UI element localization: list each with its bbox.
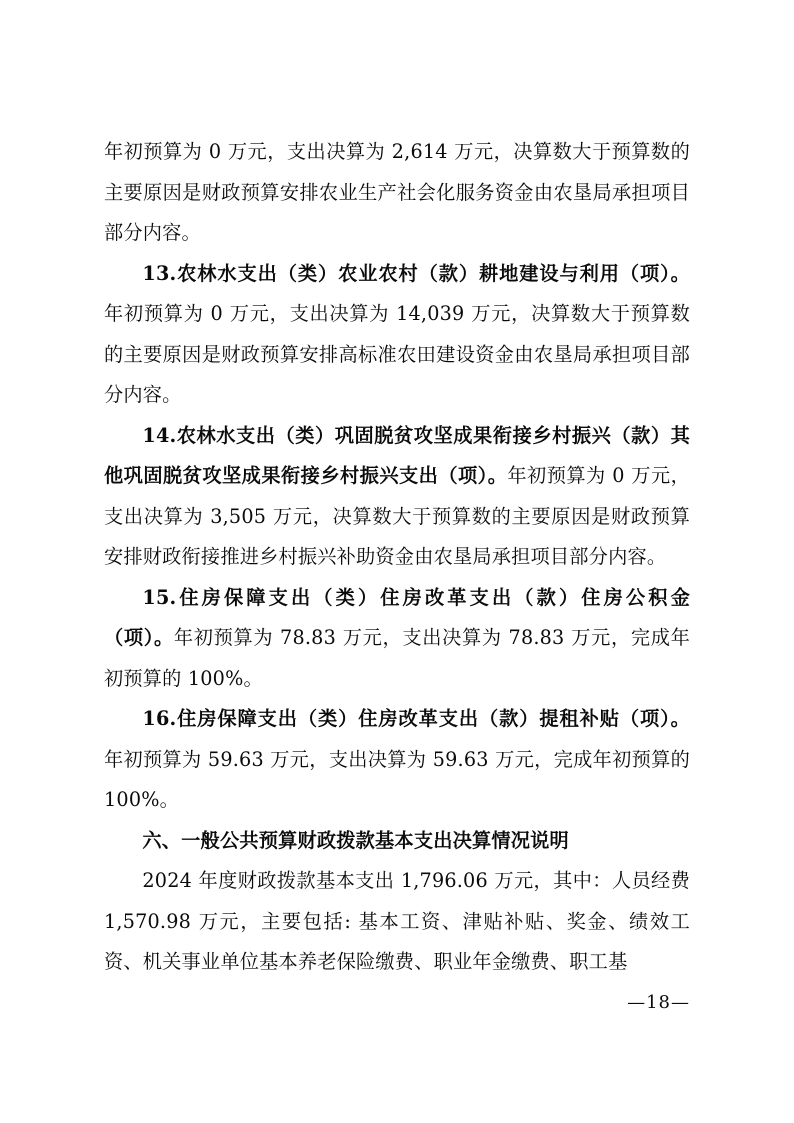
paragraph-item-13 xyxy=(104,254,690,416)
page-number: —18— xyxy=(627,992,690,1013)
item-13-lead: 13.农林水支出（类）农业农村（款）耕地建设与利用（项）。 xyxy=(142,261,690,285)
item-13-text: 年初预算为 0 万元，支出决算为 14,039 万元，决算数大于预算数的主要原因是财政预算安排高标准农田建设资金由农垦局承担项目部分内容。 xyxy=(104,302,690,406)
paragraph-basic-expenditure: 2024 年度财政拨款基本支出 1,796.06 万元，其中：人员经费 1,570.98 万元，主要包括: 基本工资、津贴补贴、奖金、绩效工资、机关事业单位基本养老保险缴费、职业年金缴费、职工基 xyxy=(104,869,690,973)
page-body xyxy=(104,132,690,983)
paragraph-continuation xyxy=(104,132,690,254)
paragraph-item-14 xyxy=(104,416,690,578)
paragraph-item-16 xyxy=(104,699,690,821)
item-16-lead: 16.住房保障支出（类）住房改革支出（款）提租补贴（项）。 xyxy=(142,707,690,730)
item-15-text: 年初预算为 78.83 万元，支出决算为 78.83 万元，完成年初预算的 100%。 xyxy=(104,626,691,690)
item-15-lead: 15.住房保障支出（类）住房改革支出（款）住房公积金（项）。 xyxy=(104,585,690,649)
section-heading-six: 六、一般公共预算财政拨款基本支出决算情况说明 xyxy=(142,828,569,852)
paragraph-item-15 xyxy=(104,578,690,700)
item-14-lead: 14.农林水支出（类）巩固脱贫攻坚成果衔接乡村振兴（款）其他巩固脱贫攻坚成果衔接乡村振兴支出（项）。 xyxy=(104,423,690,487)
paragraph-text: 年初预算为 0 万元，支出决算为 2,614 万元，决算数大于预算数的主要原因是财政预算安排农业生产社会化服务资金由农垦局承担项目部分内容。 xyxy=(104,140,690,244)
item-14-text: 年初预算为 0 万元，支出决算为 3,505 万元，决算数大于预算数的主要原因是财政预算安排财政衔接推进乡村振兴补助资金由农垦局承担项目部分内容。 xyxy=(104,464,690,568)
item-16-text: 年初预算为 59.63 万元，支出决算为 59.63 万元，完成年初预算的 100%。 xyxy=(104,747,690,811)
